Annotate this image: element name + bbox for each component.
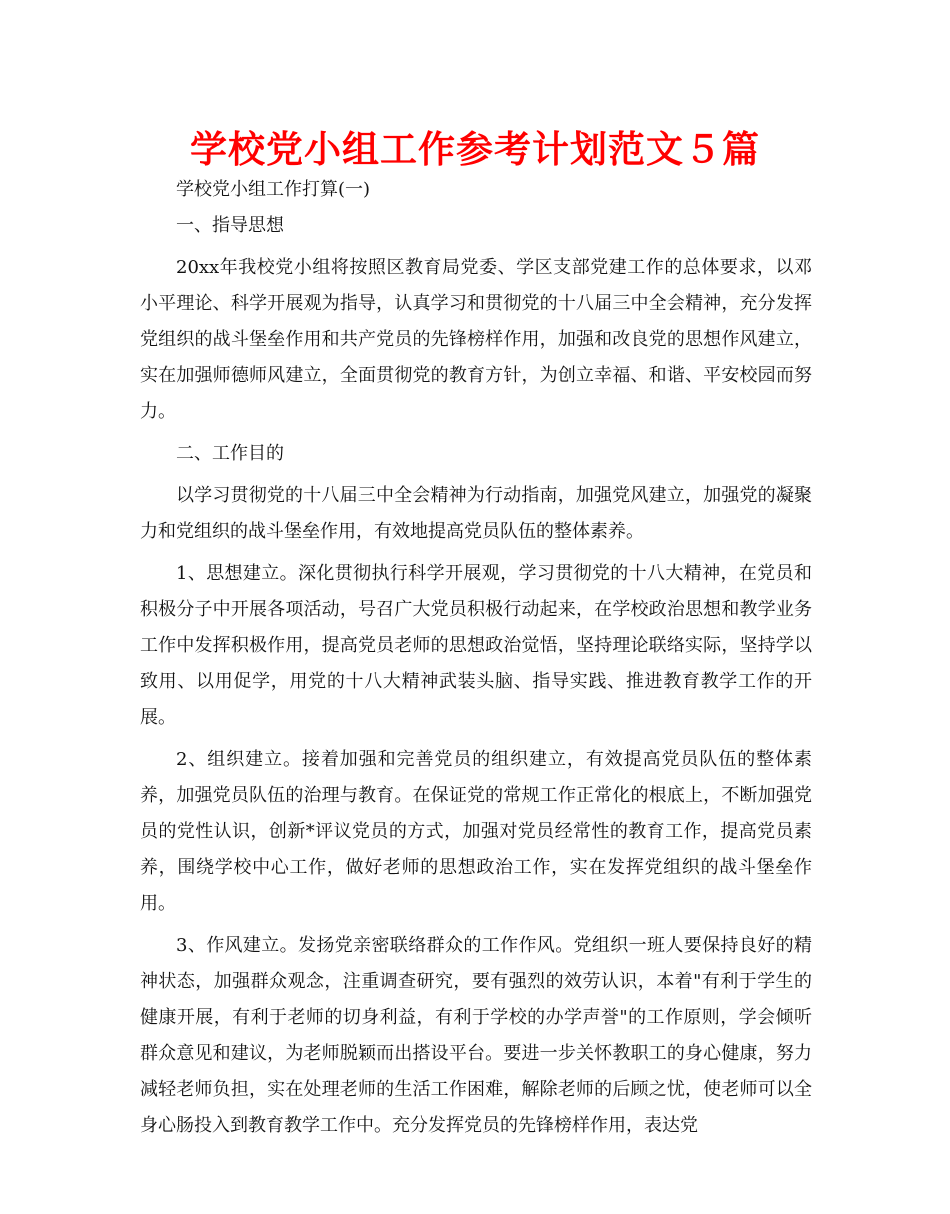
paragraph: 3、作风建立。发扬党亲密联络群众的工作作风。党组织一班人要保持良好的精神状态，加强群众观念，注重调查研究，要有强烈的效劳认识，本着"有利于学生的健康开展，有利于老师的切身利益，有利于学校的办学声誉"的工作原则，学会倾听群众意见和建议，为老师脱颖而出搭设平台。要进一步关怀教职工的身心健康，努力减轻老师负担，实在处理老师的生活工作困难，解除老师的后顾之忧，使老师可以全身心肠投入到教育教学工作中。充分发挥党员的先锋榜样作用，表达党 — [140, 935, 812, 1136]
section-heading: 学校党小组工作打算(一) — [176, 179, 371, 200]
subsection-heading: 二、工作目的 — [176, 443, 284, 464]
paragraph: 20xx年我校党小组将按照区教育局党委、学区支部党建工作的总体要求，以邓小平理论、科学开展观为指导，认真学习和贯彻党的十八届三中全会精神，充分发挥党组织的战斗堡垒作用和共产党员的先锋榜样作用，加强和改良党的思想作风建立，实在加强师德师风建立，全面贯彻党的教育方针，为创立幸福、和谐、平安校园而努力。 — [140, 257, 812, 422]
paragraph: 2、组织建立。接着加强和完善党员的组织建立，有效提高党员队伍的整体素养，加强党员队伍的治理与教育。在保证党的常规工作正常化的根底上，不断加强党员的党性认识，创新*评议党员的方式，加强对党员经常性的教育工作，提高党员素养，围绕学校中心工作，做好老师的思想政治工作，实在发挥党组织的战斗堡垒作用。 — [140, 749, 812, 914]
document-body — [140, 172, 812, 1144]
paragraph: 以学习贯彻党的十八届三中全会精神为行动指南，加强党风建立，加强党的凝聚力和党组织的战斗堡垒作用，有效地提高党员队伍的整体素养。 — [140, 485, 812, 542]
document-title: 学校党小组工作参考计划范文５篇 — [190, 128, 760, 171]
subsection-heading: 一、指导思想 — [176, 215, 284, 236]
paragraph: 1、思想建立。深化贯彻执行科学开展观，学习贯彻党的十八大精神，在党员和积极分子中开展各项活动，号召广大党员积极行动起来，在学校政治思想和教学业务工作中发挥积极作用，提高党员老师的思想政治觉悟，坚持理论联络实际，坚持学以致用、以用促学，用党的十八大精神武装头脑、指导实践、推进教育教学工作的开展。 — [140, 563, 812, 728]
